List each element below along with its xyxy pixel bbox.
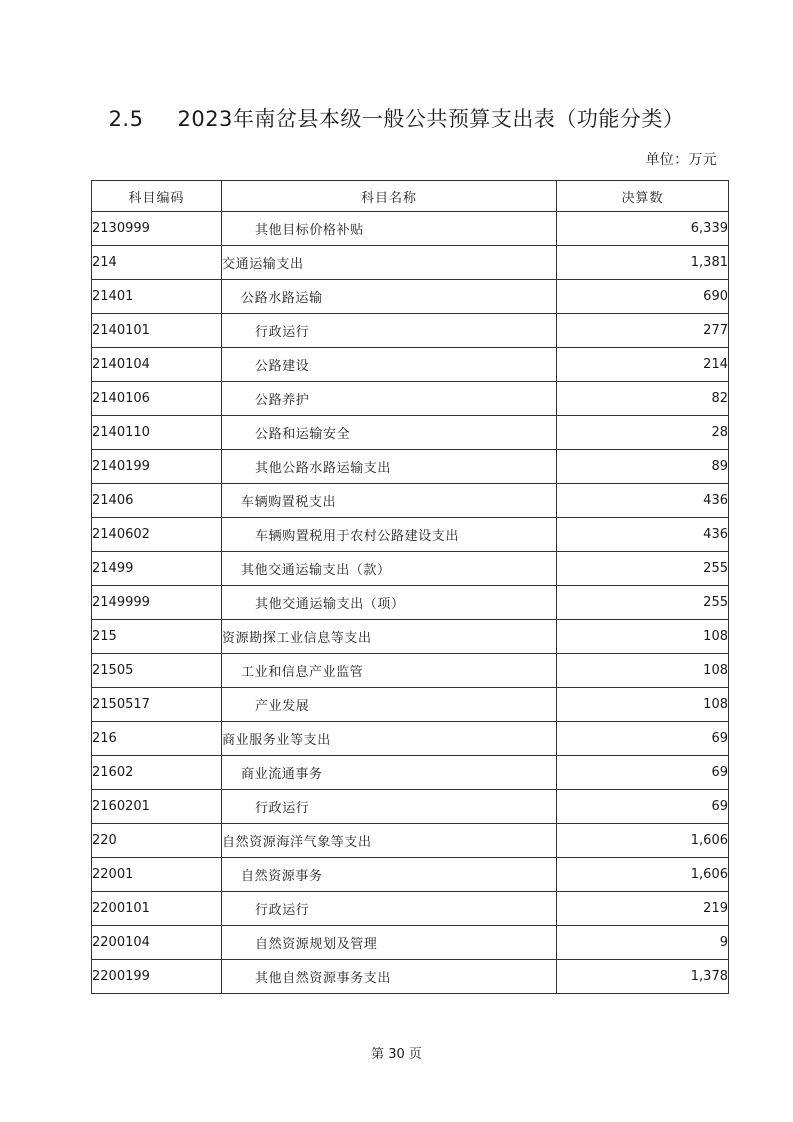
row-amount: 108 [557,620,729,654]
title-text: 2023年南岔县本级一般公共预算支出表（功能分类） [177,107,685,131]
table-row [92,960,729,994]
row-amount: 6,339 [557,212,729,246]
row-code: 220 [92,824,222,858]
row-code: 2130999 [92,212,222,246]
row-name: 公路和运输安全 [222,416,557,450]
row-code: 214 [92,246,222,280]
header-amount: 决算数 [557,181,729,212]
table-body [92,212,729,994]
row-code: 2140101 [92,314,222,348]
row-code: 215 [92,620,222,654]
table-row [92,654,729,688]
table-row [92,518,729,552]
table-row [92,790,729,824]
table-row [92,246,729,280]
row-code: 2140199 [92,450,222,484]
table-row [92,858,729,892]
row-name: 公路建设 [222,348,557,382]
row-name: 商业流通事务 [222,756,557,790]
row-code: 22001 [92,858,222,892]
table-row [92,688,729,722]
row-code: 2150517 [92,688,222,722]
row-amount: 1,606 [557,858,729,892]
row-amount: 28 [557,416,729,450]
table-row [92,484,729,518]
row-name: 公路水路运输 [222,280,557,314]
row-amount: 108 [557,688,729,722]
row-amount: 82 [557,382,729,416]
row-name: 公路养护 [222,382,557,416]
row-name: 行政运行 [222,790,557,824]
page-title [0,103,793,133]
header-code: 科目编码 [92,181,222,212]
table-row [92,280,729,314]
row-amount: 436 [557,484,729,518]
header-name: 科目名称 [222,181,557,212]
row-name: 商业服务业等支出 [222,722,557,756]
row-name: 自然资源事务 [222,858,557,892]
budget-table [91,180,729,994]
table-row [92,314,729,348]
row-amount: 89 [557,450,729,484]
row-amount: 255 [557,552,729,586]
table-row [92,382,729,416]
table-row [92,892,729,926]
row-name: 其他交通运输支出（款） [222,552,557,586]
row-code: 216 [92,722,222,756]
table-row [92,722,729,756]
row-code: 2140110 [92,416,222,450]
row-name: 车辆购置税用于农村公路建设支出 [222,518,557,552]
row-code: 21602 [92,756,222,790]
table-row [92,620,729,654]
row-code: 2200104 [92,926,222,960]
row-amount: 69 [557,722,729,756]
row-amount: 1,606 [557,824,729,858]
table-row [92,348,729,382]
row-name: 自然资源海洋气象等支出 [222,824,557,858]
row-name: 车辆购置税支出 [222,484,557,518]
row-code: 2200101 [92,892,222,926]
unit-label: 单位：万元 [645,152,717,168]
table-row [92,824,729,858]
table-row [92,756,729,790]
row-code: 2140602 [92,518,222,552]
row-amount: 108 [557,654,729,688]
row-code: 2200199 [92,960,222,994]
row-name: 产业发展 [222,688,557,722]
row-code: 2160201 [92,790,222,824]
row-amount: 1,378 [557,960,729,994]
row-amount: 69 [557,790,729,824]
table-row [92,450,729,484]
row-code: 21505 [92,654,222,688]
row-amount: 69 [557,756,729,790]
row-code: 21499 [92,552,222,586]
table-row [92,586,729,620]
section-number: 2.5 [108,107,144,131]
table-row [92,926,729,960]
row-code: 2149999 [92,586,222,620]
row-amount: 214 [557,348,729,382]
row-amount: 436 [557,518,729,552]
row-name: 行政运行 [222,314,557,348]
row-amount: 690 [557,280,729,314]
row-amount: 9 [557,926,729,960]
row-amount: 1,381 [557,246,729,280]
row-code: 21406 [92,484,222,518]
row-name: 自然资源规划及管理 [222,926,557,960]
row-amount: 277 [557,314,729,348]
row-amount: 255 [557,586,729,620]
table-header-row [92,181,729,212]
row-code: 2140104 [92,348,222,382]
row-code: 21401 [92,280,222,314]
row-name: 其他自然资源事务支出 [222,960,557,994]
table-row [92,212,729,246]
row-name: 其他目标价格补贴 [222,212,557,246]
table-row [92,416,729,450]
row-name: 工业和信息产业监管 [222,654,557,688]
row-name: 行政运行 [222,892,557,926]
row-amount: 219 [557,892,729,926]
table-row [92,552,729,586]
row-code: 2140106 [92,382,222,416]
page-number: 第 30 页 [371,1047,422,1062]
row-name: 交通运输支出 [222,246,557,280]
row-name: 资源勘探工业信息等支出 [222,620,557,654]
row-name: 其他交通运输支出（项） [222,586,557,620]
row-name: 其他公路水路运输支出 [222,450,557,484]
